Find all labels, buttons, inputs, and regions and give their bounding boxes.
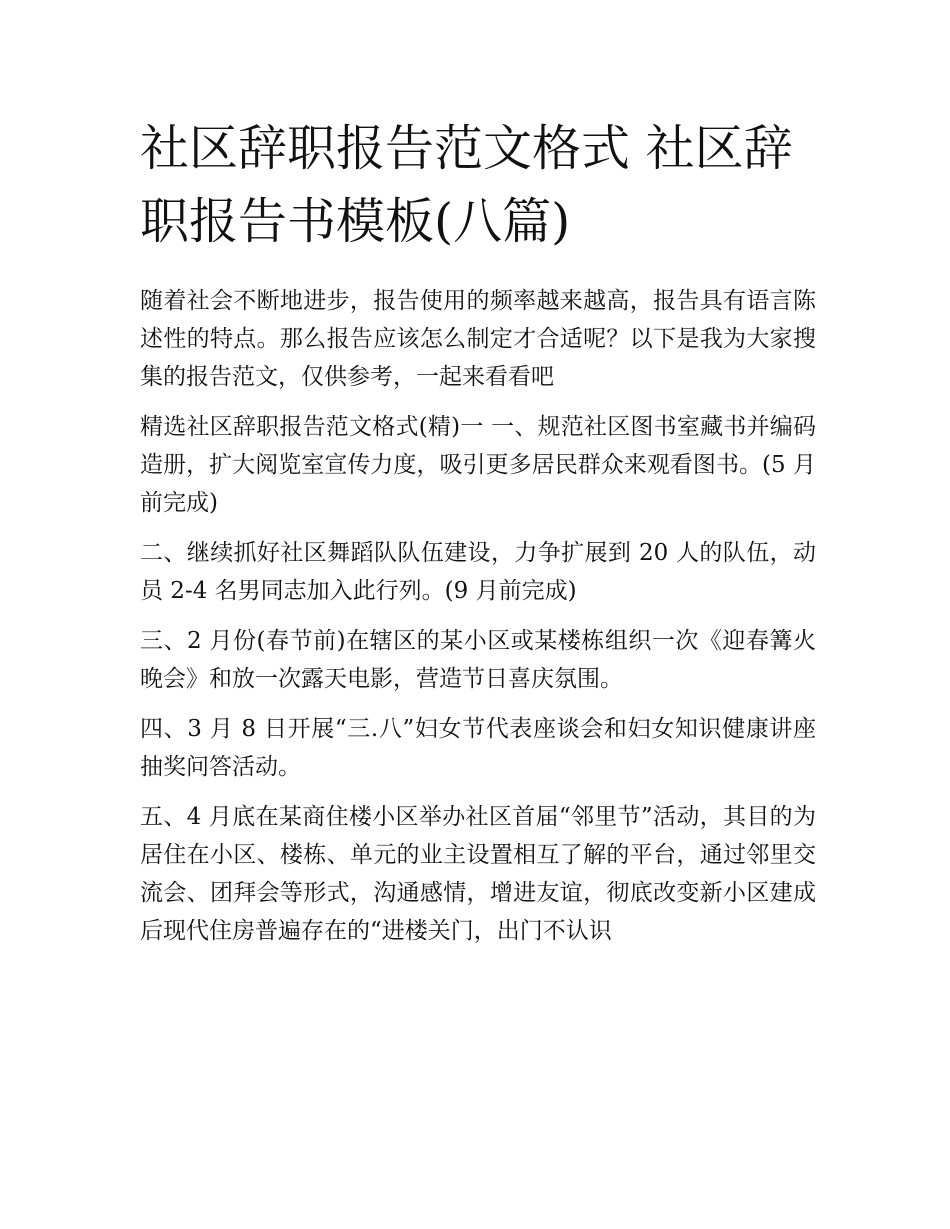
paragraph-item-2: 二、继续抓好社区舞蹈队队伍建设，力争扩展到 20 人的队伍，动员 2-4 名男同志加入此行列。(9 月前完成)	[140, 540, 816, 604]
document-body	[140, 282, 816, 962]
paragraph-item-3: 三、2 月份(春节前)在辖区的某小区或某楼栋组织一次《迎春篝火晚会》和放一次露天电影，营造节日喜庆氛围。	[140, 628, 816, 692]
document-title: 社区辞职报告范文格式 社区辞职报告书模板(八篇)	[140, 120, 793, 250]
paragraph-item-1: 精选社区辞职报告范文格式(精)一 一、规范社区图书室藏书并编码造册，扩大阅览室宣传力度，吸引更多居民群众来观看图书。(5 月前完成)	[140, 414, 816, 516]
paragraph-intro: 随着社会不断地进步，报告使用的频率越来越高，报告具有语言陈述性的特点。那么报告应该怎么制定才合适呢？以下是我为大家搜集的报告范文，仅供参考，一起来看看吧	[140, 288, 816, 390]
paragraph-item-4: 四、3 月 8 日开展“三.八”妇女节代表座谈会和妇女知识健康讲座抽奖问答活动。	[140, 716, 816, 780]
paragraph-item-5: 五、4 月底在某商住楼小区举办社区首届“邻里节”活动，其目的为居住在小区、楼栋、单元的业主设置相互了解的平台，通过邻里交流会、团拜会等形式，沟通感情，增进友谊，彻底改变新小区建成后现代住房普遍存在的“进楼关门，出门不认识	[140, 804, 816, 944]
